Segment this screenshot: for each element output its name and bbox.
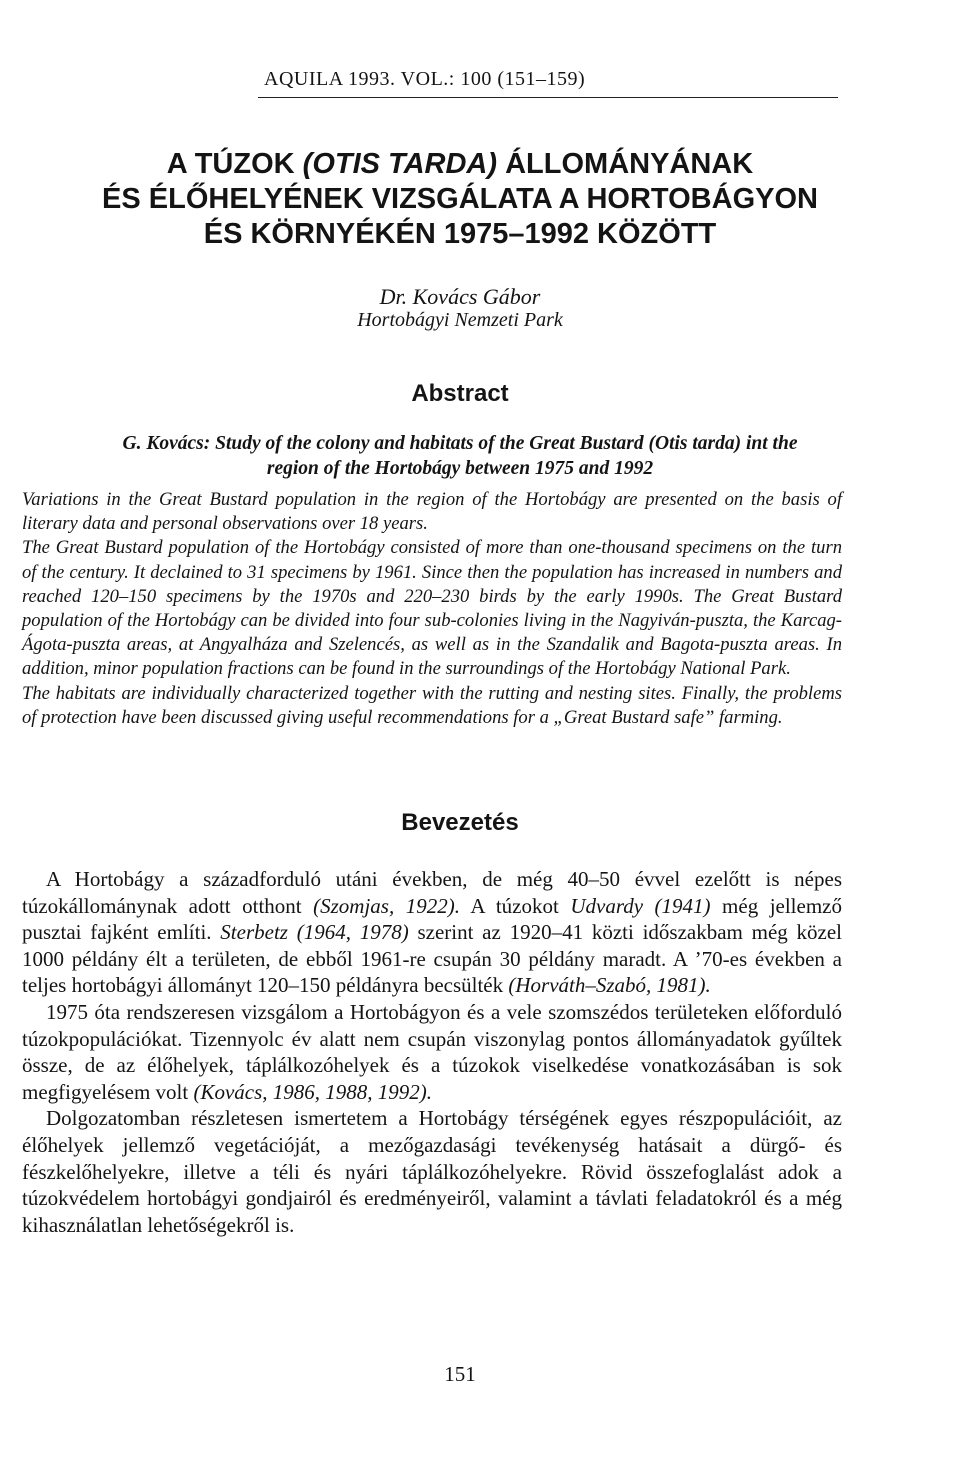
journal-header: AQUILA 1993. VOL.: 100 (151–159)	[264, 68, 586, 90]
page-number: 151	[444, 1362, 476, 1386]
text-run: A Hortobágy a századforduló utáni években, de még 40–50 évvel ezelőtt is népes túzokállománynak adott otthont	[22, 867, 842, 918]
intro-paragraph-3: Dolgozatomban részletesen ismertetem a Hortobágy térségének egyes részpopulációit, az élőhelyek jellemző vegetációját, a mezőgazdasági tevékenység hatásait a dürgő- és fészkelőhelyekre, illetve a téli és nyári táplálkozóhelyekre. Rövid összefoglalást adok a túzokvédelem hortobágyi gondjairól és eredményeiről, valamint a távlati feladatokról és a még kihasználatlan lehetőségekről is.	[22, 1106, 842, 1237]
title-line-1-post: ÁLLOMÁNYÁNAK	[497, 148, 754, 180]
citation: Udvardy (1941)	[570, 893, 711, 918]
english-title-line-2: region of the Hortobágy between 1975 and 1992	[266, 458, 654, 479]
text-run: szerint az 1920–41 közti időszakbam még közel 1000 példány élt a területen, de ebből 1961-re csupán 30 példány maradt. A ’70-es években a teljes hortobágyi állományt 120–150 példányra becsülték	[22, 920, 843, 998]
abstract-heading: Abstract	[411, 380, 509, 407]
abstract-paragraph-2: The Great Bustard population of the Hortobágy consisted of more than one-thousand specimens on the turn of the century. It declained to 31 specimens by 1961. Since then the population has increased in numbers and reached 120–150 specimens by the 1970s and 220–230 birds by the early 1990s. The Great Bustard population of the Hortobágy can be divided into four sub-colonies living in the Nagyiván-puszta, the Karcag-Ágota-puszta areas, at Angyalháza and Szelencés, as well as in the Szandalik and Bagota-puszta areas. In addition, minor population fractions can be found in the surroundings of the Hortobágy National Park.	[22, 537, 842, 680]
title-line-3: ÉS KÖRNYÉKÉN 1975–1992 KÖZÖTT	[203, 218, 717, 250]
abstract-body	[22, 488, 842, 730]
intro-paragraph-2	[22, 999, 842, 1105]
citation: (Horváth–Szabó, 1981).	[508, 973, 711, 998]
header-rule	[258, 97, 838, 98]
text-run: még jellemző pusztai fajként említi.	[22, 893, 842, 945]
abstract-paragraph-1: Variations in the Great Bustard population in the region of the Hortobágy are presented on the basis of literary data and personal observations over 18 years.	[22, 489, 842, 535]
citation: (Szomjas, 1922).	[313, 893, 460, 918]
title-line-2: ÉS ÉLŐHELYÉNEK VIZSGÁLATA A HORTOBÁGYON	[102, 183, 818, 215]
english-title-line-1: G. Kovács: Study of the colony and habitats of the Great Bustard (Otis tarda) int the	[122, 433, 798, 454]
intro-heading: Bevezetés	[401, 809, 519, 836]
author-name: Dr. Kovács Gábor	[379, 284, 541, 309]
title-line-1	[20, 148, 900, 181]
title-line-1-species: (OTIS TARDA)	[302, 148, 498, 180]
english-title	[20, 431, 900, 481]
intro-body	[22, 866, 842, 1238]
intro-paragraph-1	[22, 866, 842, 999]
text-run: 1975 óta rendszeresen vizsgálom a Hortobágyon és a vele szomszédos területeken előforduló túzokpopulációkat. Tizennyolc év alatt nem csupán viszonylag pontos állományadatok gyűltek össze, de az élőhelyek, táplálkozóhelyek és a túzokok viselkedése vonatkozásában is sok megfigyelésem volt	[22, 999, 842, 1104]
author-affiliation: Hortobágyi Nemzeti Park	[357, 309, 563, 331]
abstract-paragraph-3: The habitats are individually characterized together with the rutting and nesting sites. Finally, the problems of protection have been discussed giving useful recommendations for a „Great Bustard safe” farming.	[22, 682, 842, 728]
text-run: A túzokot	[459, 893, 571, 918]
citation: (Kovács, 1986, 1988, 1992).	[193, 1079, 433, 1104]
title-line-1-pre: A TÚZOK	[166, 148, 303, 180]
citation: Sterbetz (1964, 1978)	[220, 920, 409, 945]
